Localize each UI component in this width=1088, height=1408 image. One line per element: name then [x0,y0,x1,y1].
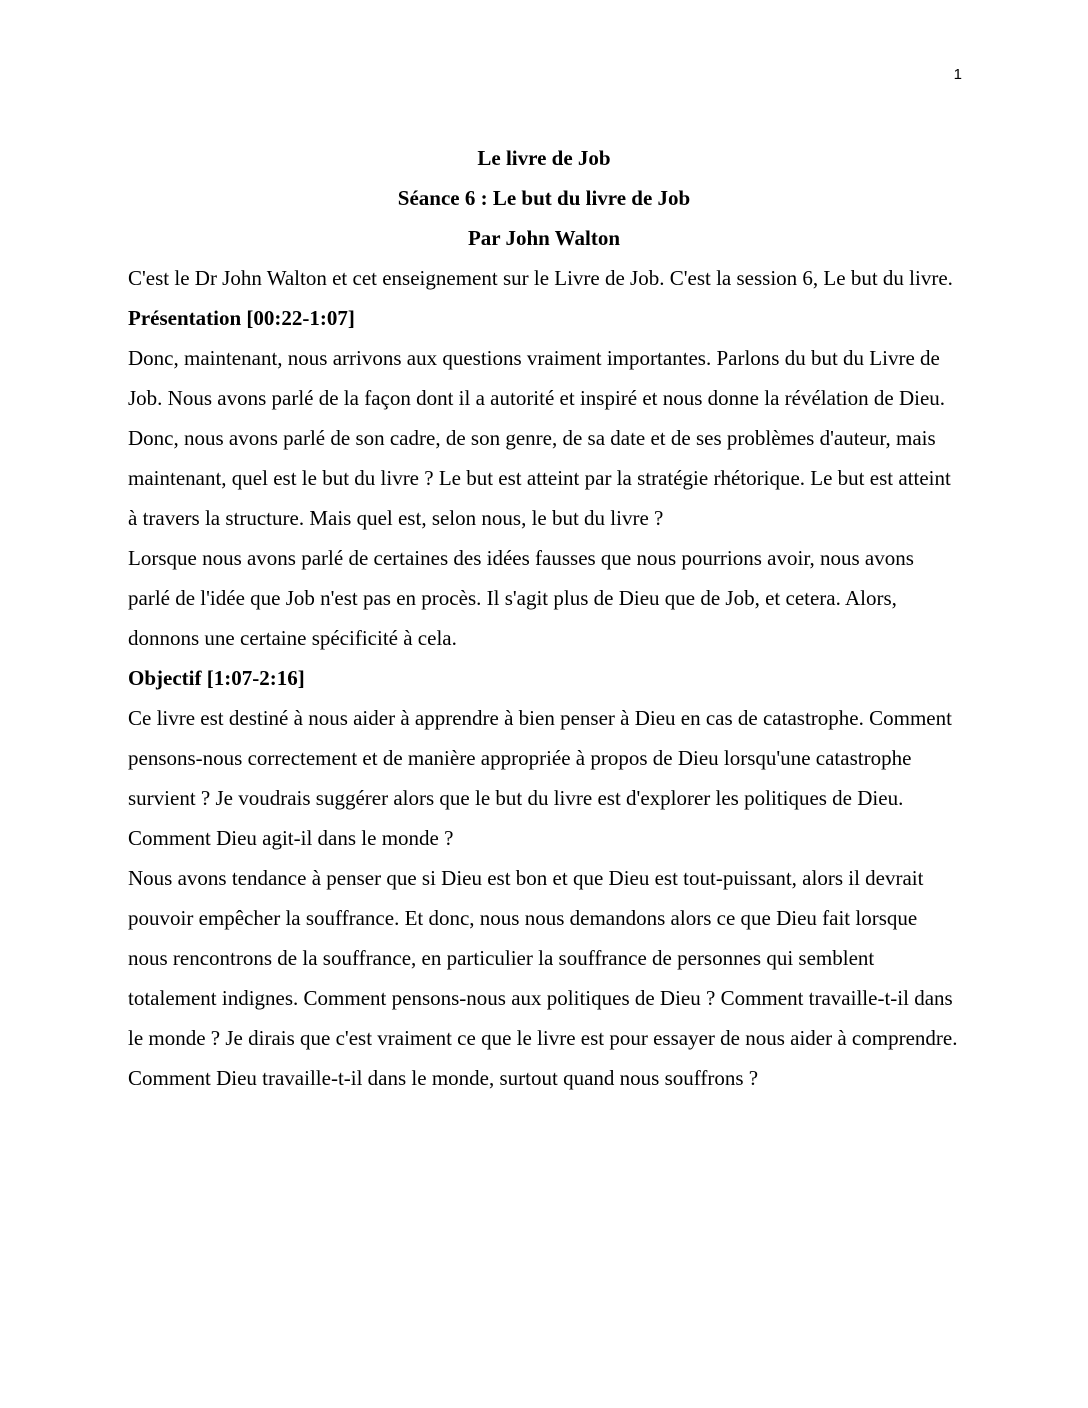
section-heading-presentation: Présentation [00:22-1:07] [128,306,355,330]
paragraph: Donc, maintenant, nous arrivons aux questions vraiment importantes. Parlons du but du Livre de Job. Nous avons parlé de la façon dont il a autorité et inspiré et nous donne la révélation de Dieu. Donc, nous avons parlé de son cadre, de son genre, de sa date et de ses problèmes d'auteur, mais maintenant, quel est le but du livre ? Le but est atteint par la stratégie rhétorique. Le but est atteint à travers la structure. Mais quel est, selon nous, le but du livre ? [128,346,951,530]
author-line: Par John Walton [467,226,621,250]
document-body [128,138,960,1098]
page-number: 1 [953,66,962,83]
intro-paragraph: C'est le Dr John Walton et cet enseignement sur le Livre de Job. C'est la session 6, Le but du livre. [128,266,953,290]
document-title: Le livre de Job [477,146,611,170]
paragraph: Ce livre est destiné à nous aider à apprendre à bien penser à Dieu en cas de catastrophe. Comment pensons-nous correctement et de manière appropriée à propos de Dieu lorsqu'une catastrophe survient ? Je voudrais suggérer alors que le but du livre est d'explorer les politiques de Dieu. Comment Dieu agit-il dans le monde ? [128,706,952,850]
paragraph: Nous avons tendance à penser que si Dieu est bon et que Dieu est tout-puissant, alors il devrait pouvoir empêcher la souffrance. Et donc, nous nous demandons alors ce que Dieu fait lorsque nous rencontrons de la souffrance, en particulier la souffrance de personnes qui semblent totalement indignes. Comment pensons-nous aux politiques de Dieu ? Comment travaille-t-il dans le monde ? Je dirais que c'est vraiment ce que le livre est pour essayer de nous aider à comprendre. Comment Dieu travaille-t-il dans le monde, surtout quand nous souffrons ? [128,866,958,1090]
section-heading-objectif: Objectif [1:07-2:16] [128,666,305,690]
paragraph: Lorsque nous avons parlé de certaines des idées fausses que nous pourrions avoir, nous avons parlé de l'idée que Job n'est pas en procès. Il s'agit plus de Dieu que de Job, et cetera. Alors, donnons une certaine spécificité à cela. [128,546,914,650]
session-title: Séance 6 : Le but du livre de Job [397,186,691,210]
